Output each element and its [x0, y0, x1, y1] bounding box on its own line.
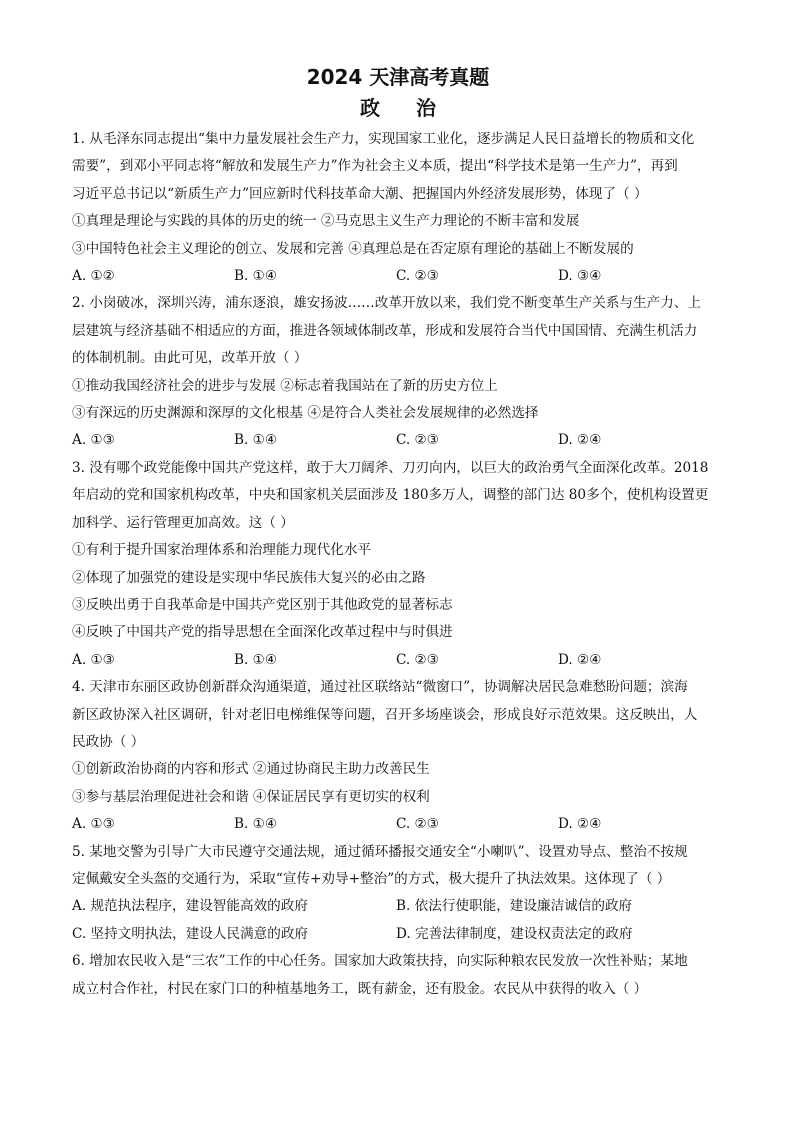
answer-options: [72, 921, 724, 948]
option-a: A. 规范执法程序，建设智能高效的政府: [72, 898, 308, 915]
statement-line: ④反映了中国共产党的指导思想在全面深化改革过程中与时俱进: [72, 624, 453, 641]
question-2: [72, 290, 724, 454]
statement-line: ③反映出勇于自我革命是中国共产党区别于其他政党的显著标志: [72, 596, 453, 613]
question-stem-line: 成立村合作社，村民在家门口的种植基地务工，既有薪金，还有股金。农民从中获得的收入（ ）: [72, 980, 648, 997]
question-stem-line: 年启动的党和国家机构改革，中央和国家机关层面涉及 180多万人，调整的部门达 80多个，使机构设置更: [72, 487, 709, 504]
answer-options: [72, 427, 724, 454]
statement-line: ③中国特色社会主义理论的创立、发展和完善 ④真理总是在否定原有理论的基础上不断发展的: [72, 240, 634, 257]
question-5: [72, 839, 724, 949]
option-d: D. 完善法律制度，建设权责法定的政府: [396, 925, 633, 942]
question-4: [72, 674, 724, 838]
option-c: C. ②③: [396, 432, 439, 449]
question-stem-line: 的体制机制。由此可见，改革开放（ ）: [72, 350, 308, 367]
answer-options: [72, 263, 724, 290]
option-c: C. ②③: [396, 651, 439, 668]
question-stem-line: 定佩戴安全头盔的交通行为，采取“宣传+劝导+整治”的方式，极大提升了执法效果。这体现了（ ）: [72, 870, 671, 887]
option-a: A. ①③: [72, 816, 115, 833]
option-c: C. ②③: [396, 268, 439, 285]
question-stem-line: 需要”，到邓小平同志将“解放和发展生产力”作为社会主义本质，提出“科学技术是第一生产力”，再到: [72, 158, 678, 175]
option-c: C. ②③: [396, 816, 439, 833]
question-3: [72, 455, 724, 674]
exam-title: 2024 天津高考真题: [306, 65, 490, 89]
statement-line: ③有深远的历史渊源和深厚的文化根基 ④是符合人类社会发展规律的必然选择: [72, 405, 539, 422]
statement-line: ①有利于提升国家治理体系和治理能力现代化水平: [72, 542, 372, 559]
question-6: [72, 948, 724, 1003]
option-b: B. ①④: [234, 651, 278, 668]
option-b: B. ①④: [234, 268, 278, 285]
option-d: D. ②④: [558, 432, 602, 449]
question-stem-line: 6. 增加农民收入是“三农”工作的中心任务。国家加大政策扶持，向实际种粮农民发放一次性补贴；某地: [72, 953, 688, 970]
question-stem-line: 1. 从毛泽东同志提出“集中力量发展社会生产力，实现国家工业化，逐步满足人民日益增长的物质和文化: [72, 131, 695, 147]
option-c: C. 坚持文明执法，建设人民满意的政府: [72, 925, 309, 942]
question-stem-line: 新区政协深入社区调研，针对老旧电梯维保等问题，召开多场座谈会，形成良好示范效果。这反映出，人: [72, 706, 698, 723]
option-d: D. ③④: [558, 268, 602, 285]
question-stem-line: 4. 天津市东丽区政协创新群众沟通渠道，通过社区联络站“微窗口”，协调解决居民急难愁盼问题；滨海: [72, 679, 688, 696]
statement-line: ①推动我国经济社会的进步与发展 ②标志着我国站在了新的历史方位上: [72, 377, 498, 394]
option-b: B. ①④: [234, 432, 278, 449]
question-stem-line: 民政协（ ）: [72, 733, 145, 750]
option-b: B. 依法行使职能，建设廉洁诚信的政府: [396, 898, 633, 915]
question-1: [72, 126, 724, 290]
question-stem-line: 习近平总书记以“新质生产力”回应新时代科技革命大潮、把握国内外经济发展形势，体现了（ ）: [72, 185, 648, 202]
answer-options: [72, 893, 724, 920]
statement-line: ①创新政治协商的内容和形式 ②通过协商民主助力改善民生: [72, 761, 430, 778]
answer-options: [72, 811, 724, 838]
option-d: D. ②④: [558, 651, 602, 668]
statement-line: ③参与基层治理促进社会和谐 ④保证居民享有更切实的权利: [72, 788, 430, 805]
question-stem-line: 2. 小岗破冰，深圳兴涛，浦东逐浪，雄安扬波……改革开放以来，我们党不断变革生产关系与生产力、上: [72, 295, 702, 312]
option-b: B. ①④: [234, 816, 278, 833]
question-stem-line: 加科学、运行管理更加高效。这（ ）: [72, 514, 294, 531]
exam-subject: 政治: [360, 96, 472, 120]
question-stem-line: 5. 某地交警为引导广大市民遵守交通法规，通过循环播报交通安全“小喇叭”、设置劝导点、整治不按规: [72, 843, 688, 860]
answer-options: [72, 647, 724, 674]
option-a: A. ①②: [72, 268, 115, 285]
option-d: D. ②④: [558, 816, 602, 833]
statement-line: ②体现了加强党的建设是实现中华民族伟大复兴的必由之路: [72, 569, 426, 586]
question-stem-line: 3. 没有哪个政党能像中国共产党这样，敢于大刀阔斧、刀刃向内，以巨大的政治勇气全面深化改革。2018: [72, 459, 709, 476]
option-a: A. ①③: [72, 651, 115, 668]
option-a: A. ①③: [72, 432, 115, 449]
statement-line: ①真理是理论与实践的具体的历史的统一 ②马克思主义生产力理论的不断丰富和发展: [72, 213, 580, 230]
question-stem-line: 层建筑与经济基础不相适应的方面，推进各领域体制改革，形成和发展符合当代中国国情、充满生机活力: [72, 322, 698, 339]
